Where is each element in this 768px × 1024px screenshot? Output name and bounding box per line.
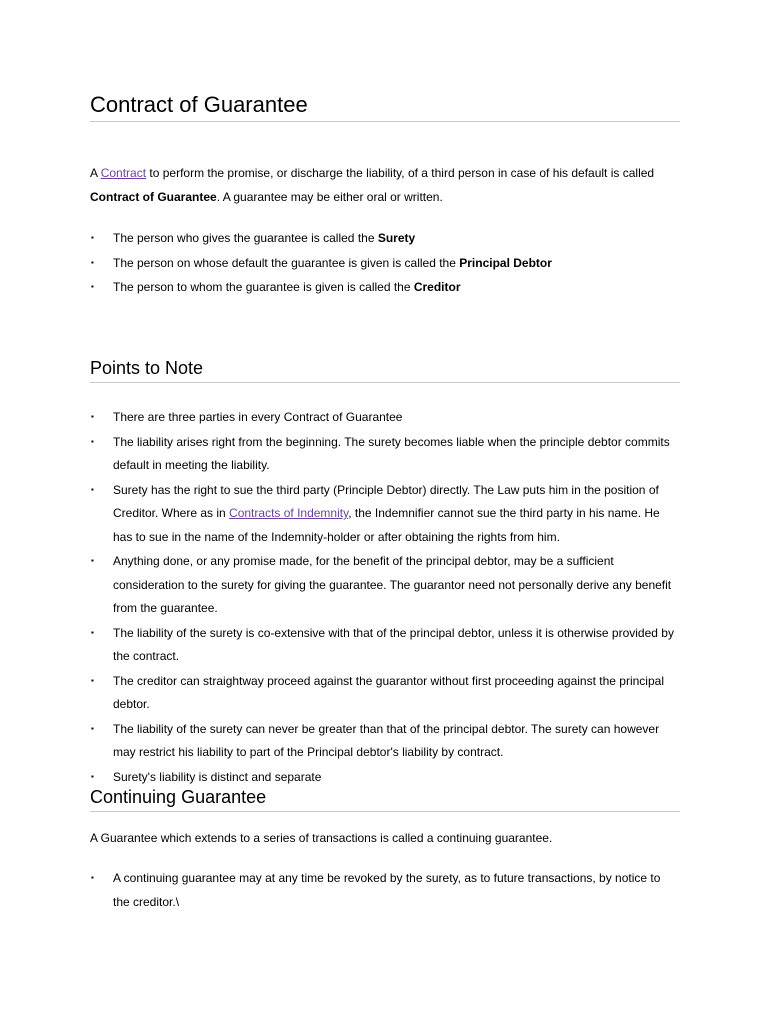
points-heading: Points to Note [90, 357, 680, 383]
list-item: ▪ The creditor can straightway proceed against the guarantor without first proceeding against the principal debtor. [90, 670, 680, 717]
bullet-icon: ▪ [91, 675, 94, 685]
bullet-icon: ▪ [91, 627, 94, 637]
points-list [90, 406, 680, 790]
bullet-icon: ▪ [91, 484, 94, 494]
bullet-icon: ▪ [91, 436, 94, 446]
list-item: ▪ Surety has the right to sue the third party (Principle Debtor) directly. The Law puts him in the position of Creditor. Where as in Contracts of Indemnity, the Indemnifier cannot sue the third party in his name. He has to sue in the name of the Indemnity-holder or after obtaining the rights from him. [90, 479, 680, 550]
list-item: ▪ Anything done, or any promise made, for the benefit of the principal debtor, may be a sufficient consideration to the surety for giving the guarantee. The guarantor need not personally derive any benefit from the guarantee. [90, 550, 680, 621]
intro-paragraph [90, 161, 680, 209]
list-item: ▪ The liability arises right from the beginning. The surety becomes liable when the principle debtor commits default in meeting the liability. [90, 431, 680, 478]
bullet-icon: ▪ [91, 723, 94, 733]
intro-mid: to perform the promise, or discharge the liability, of a third person in case of his default is called [146, 166, 655, 180]
intro-prefix: A [90, 166, 101, 180]
continuing-heading: Continuing Guarantee [90, 786, 680, 812]
list-item: ▪ There are three parties in every Contract of Guarantee [90, 406, 680, 430]
list-item: ▪ The liability of the surety is co-extensive with that of the principal debtor, unless it is otherwise provided by the contract. [90, 622, 680, 669]
list-item: ▪ The person to whom the guarantee is given is called the Creditor [90, 276, 680, 300]
bullet-icon: ▪ [91, 556, 94, 565]
list-item: ▪ Surety's liability is distinct and separate [90, 766, 680, 790]
bullet-icon: ▪ [91, 282, 94, 291]
bullet-icon: ▪ [91, 233, 94, 242]
list-item: ▪ A continuing guarantee may at any time be revoked by the surety, as to future transactions, by notice to the creditor.\ [90, 867, 680, 914]
page-title: Contract of Guarantee [90, 92, 680, 122]
bullet-icon: ▪ [91, 873, 94, 882]
bullet-icon: ▪ [91, 412, 94, 421]
continuing-intro: A Guarantee which extends to a series of transactions is called a continuing guarantee. [90, 831, 553, 845]
contract-link[interactable]: Contract [100, 166, 147, 180]
list-item: ▪ The person on whose default the guarantee is given is called the Principal Debtor [90, 252, 680, 276]
bullet-icon: ▪ [91, 257, 94, 267]
contracts-of-indemnity-link[interactable]: Contracts of Indemnity [229, 506, 349, 520]
intro-bold-term: Contract of Guarantee [90, 190, 217, 204]
continuing-list [90, 867, 680, 915]
roles-list [90, 227, 680, 301]
list-item: ▪ The person who gives the guarantee is called the Surety [90, 227, 680, 251]
intro-suffix: . A guarantee may be either oral or written. [216, 190, 443, 204]
bullet-icon: ▪ [91, 771, 94, 781]
list-item: ▪ The liability of the surety can never be greater than that of the principal debtor. The surety can however may restrict his liability to part of the Principal debtor's liability by contract. [90, 718, 680, 765]
